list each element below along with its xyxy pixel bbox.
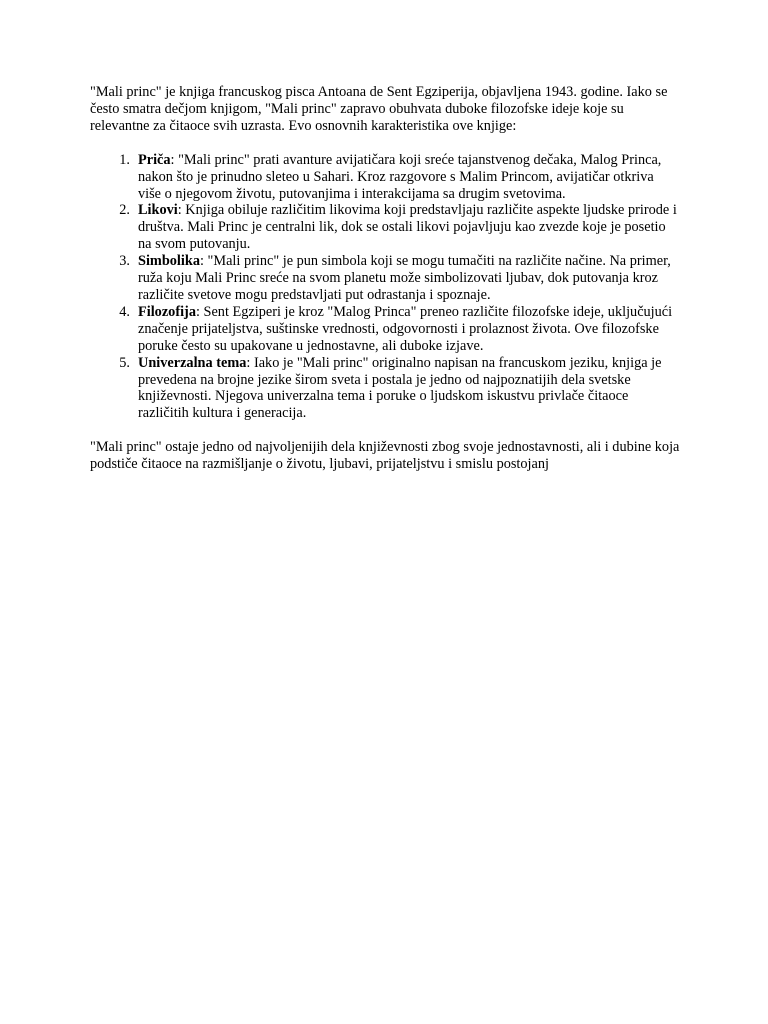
list-number: 2. xyxy=(119,202,130,219)
feature-item-filozofija xyxy=(119,303,678,355)
feature-text: : Iako je "Mali princ" originalno napisan na francuskom jeziku, knjiga je prevedena na brojne jezike širom sveta i postala je jedno od najpoznatijih dela svetske književnosti. Njegova univerzalna tema i poruke o ljudskom iskustvu privlače čitaoce različitih kultura i generacija. xyxy=(138,354,662,422)
feature-text: : Sent Egziperi je kroz "Malog Princa" preneo različite filozofske ideje, uključujući značenje prijateljstva, suštinske vrednosti, odgovornosti i prolaznost života. Ove filozofske poruke često su upakovane u jednostavne, ali duboke izjave. xyxy=(138,303,673,354)
feature-item-prica xyxy=(119,151,678,203)
document-body xyxy=(90,84,678,473)
feature-item-likovi xyxy=(119,202,678,253)
feature-item-univerzalna-tema xyxy=(119,354,678,423)
list-number: 5. xyxy=(119,354,130,371)
list-number: 1. xyxy=(119,151,130,168)
intro-paragraph: "Mali princ" je knjiga francuskog pisca Antoana de Sent Egziperija, objavljena 1943. godine. Iako se često smatra dečjom knjigom, "Mali princ" zapravo obuhvata duboke filozofske ideje koje su relevantne za čitaoce svih uzrasta. Evo osnovnih karakteristika ove knjige: xyxy=(90,84,668,134)
feature-text: : "Mali princ" prati avanture avijatičara koji sreće tajanstvenog dečaka, Malog Princa, nakon što je prinudno sleteo u Sahari. Kroz razgovore s Malim Princom, avijatičar otkriva više o njegovom životu, putovanjima i interakcijama sa drugim svetovima. xyxy=(138,151,662,202)
list-number: 3. xyxy=(119,253,130,270)
feature-term: Filozofija xyxy=(138,303,196,320)
feature-term: Simbolika xyxy=(138,253,200,270)
list-number: 4. xyxy=(119,303,130,320)
closing-paragraph: "Mali princ" ostaje jedno od najvoljenijih dela književnosti zbog svoje jednostavnosti, ali i dubine koja podstiče čitaoce na razmišljanje o životu, ljubavi, prijateljstvu i smislu postojanj xyxy=(90,439,680,473)
feature-text: : "Mali princ" je pun simbola koji se mogu tumačiti na različite načine. Na primer, ruža koju Mali Princ sreće na svom planetu može simbolizovati ljubav, dok putovanja kroz različite svetove mogu predstavljati put odrastanja i spoznaje. xyxy=(138,253,671,303)
feature-term: Likovi xyxy=(138,202,178,219)
feature-term: Priča xyxy=(138,151,171,168)
feature-item-simbolika xyxy=(119,253,678,304)
feature-text: : Knjiga obiluje različitim likovima koji predstavljaju različite aspekte ljudske prirode i društva. Mali Princ je centralni lik, dok se ostali likovi pojavljuju kao zvezde koje je posetio na svom putovanju. xyxy=(138,202,677,253)
feature-term: Univerzalna tema xyxy=(138,354,247,371)
feature-list xyxy=(90,152,678,423)
